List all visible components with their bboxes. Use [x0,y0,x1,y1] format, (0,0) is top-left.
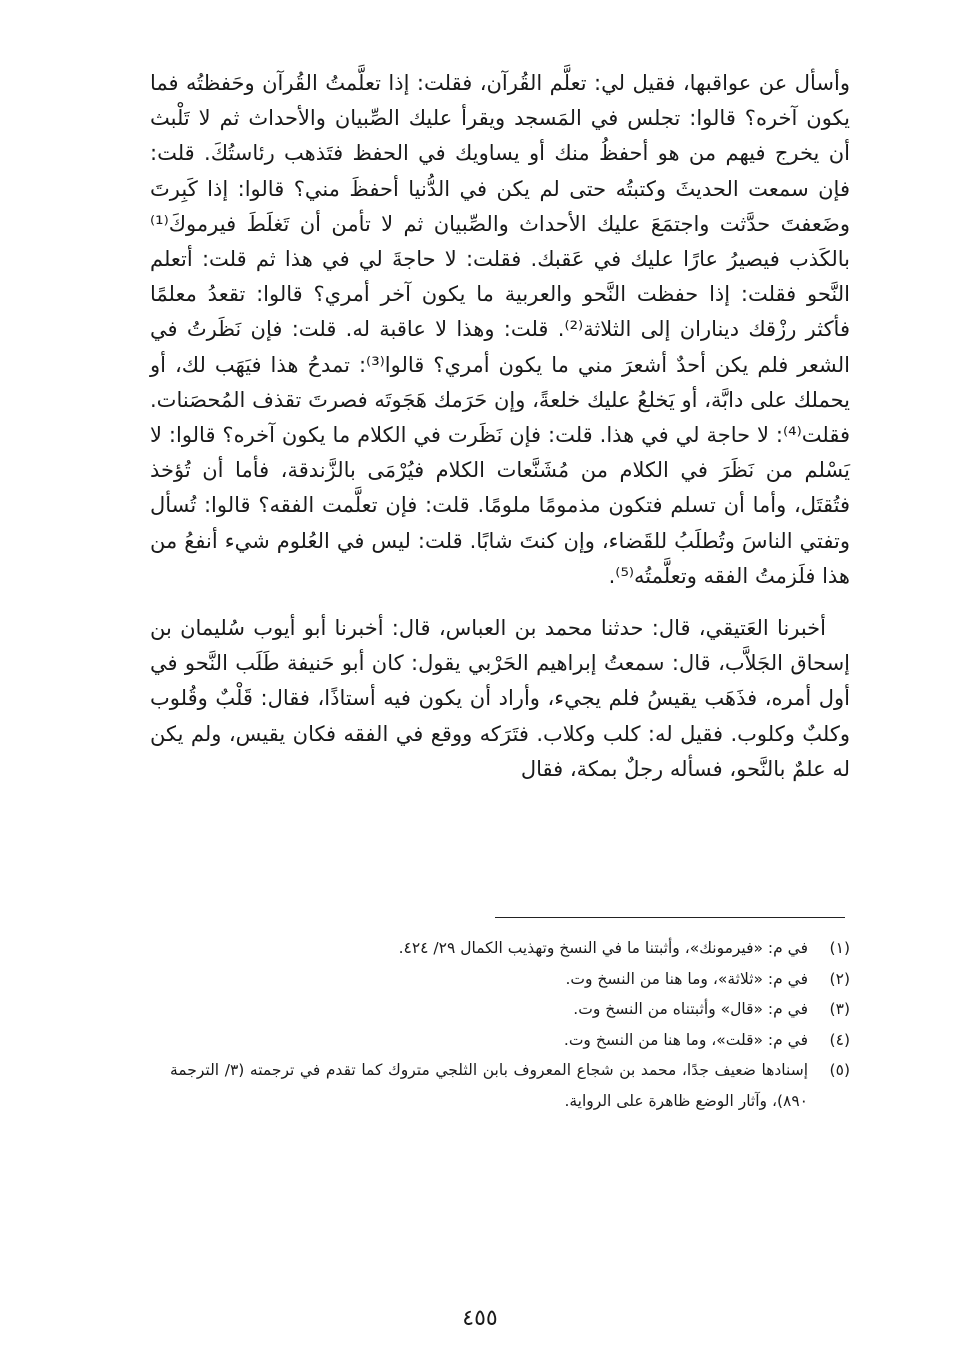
page-number: ٤٥٥ [462,1306,498,1331]
footnote [170,994,850,1025]
footnote-text: في م: «قال» وأثبتناه من النسخ وت. [573,1000,808,1018]
footnote-number: (٤) [829,1030,850,1049]
body-paragraph: وأسأل عن عواقبها، فقيل لي: تعلَّم القُرآن، فقلت: إذا تعلَّمتُ القُرآن وحَفظتُه فما يكون آخره؟ قالوا: تجلس في المَسجد ويقرأ عليك الصِّبيان والأحداث ثم لا تَلْبث أن يخرج فيهم من هو أحفظُ منك أو يساويك في الحفظ فتَذهب رئاستُكَ. قلت: فإن سمعت الحديثَ وكتبتُه حتى لم يكن في الدُّنيا أحفظَ مني؟ قالوا: إذا كَبِرتَ وضَعفتَ حدَّثت واجتمَعَ عليك الأحداث والصِّبيان ثم لا تأمن أن تَغلَطَ فيرموكَ⁽¹⁾ بالكَذب فيصيرُ عارًا عليك في عَقبك. فقلت: لا حاجةَ لي في هذا ثم قلت: أتعلم النَّحو فقلت: إذا حفظت النَّحو والعربية ما يكون آخر أمري؟ قالوا: تقعدُ معلمًا فأكثر رزْقك ديناران إلى الثلاثة⁽²⁾. قلت: وهذا لا عاقبة له. قلت: فإن نَظَرتُ في الشعر فلم يكن أحدٌ أشعرَ مني ما يكون أمري؟ قالوا⁽³⁾: تمدحُ هذا فيَهَب لك، أو يحملك على دابَّة، أو يَخلعُ عليك خلعةً، وإن حَرَمك هَجَوتَه فصرتَ تقذف المُحصَنات. فقلت⁽⁴⁾: لا حاجة لي في هذا. قلت: فإن نَظَرت في الكلام ما يكون آخره؟ قالوا: لا يَسْلم من نَظَرَ في الكلام من مُشَنَّعات الكلام فيُرْمَى بالزَّندقة، فأما أن تُؤخذ فتُقتَل، وأما أن تسلم فتكون مذمومًا ملومًا. قلت: فإن تعلَّمت الفقه؟ قالوا: تُسأل وتفتي الناسَ وتُطلَبُ للقَضاء، وإن كنتَ شابًا. قلت: ليس في العُلوم شيء أنفعُ من هذا فلَزمتُ الفقه وتعلَّمتُه⁽⁵⁾. [150,71,850,588]
body-paragraph: أخبرنا العَتيقي، قال: حدثنا محمد بن العباس، قال: أخبرنا أبو أيوب سُليمان بن إسحاق الجَلاَّب، قال: سمعتُ إبراهيم الحَرْبي يقول: كان أبو حَنيفة طَلَب النَّحو في أول أمره، فذَهَب يقيسُ فلم يجيء، وأراد أن يكون فيه أستاذًا، فقال: قَلْبٌ وقُلوب وكلبٌ وكلوب. فقيل له: كلب وكلاب. فتَرَكه ووقع في الفقه فكان يقيس، ولم يكن له علمٌ بالنَّحو، فسأله رجلٌ بمكة، فقال [150,616,850,781]
page-body [150,66,850,787]
footnote [170,1055,850,1116]
main-text [150,66,850,787]
footnotes [170,933,850,1116]
footnote-text: في م: «ثلاثة»، وما هنا من النسخ وت. [565,969,808,988]
footnote [170,933,850,964]
footnote-number: (٥) [829,1061,850,1079]
footnote-separator [495,917,845,918]
footnote-text: في م: «فيرمونك»، وأثبتنا ما في النسخ وتهذيب الكمال ٢٩/ ٤٢٤. [398,939,808,957]
footnote [170,1025,850,1056]
footnote [170,964,850,995]
footnote-number: (١) [829,939,850,957]
footnote-text: في م: «قلت»، وما هنا من النسخ وت. [563,1030,808,1049]
footnote-number: (٢) [829,969,850,988]
footnote-number: (٣) [829,1000,850,1018]
footnote-text: إسنادها ضعيف جدًا، محمد بن شجاع المعروف بابن الثلجي متروك كما تقدم في ترجمته (٣/ الترجمة ٨٩٠)، وآثار الوضع ظاهرة على الرواية. [170,1061,808,1110]
